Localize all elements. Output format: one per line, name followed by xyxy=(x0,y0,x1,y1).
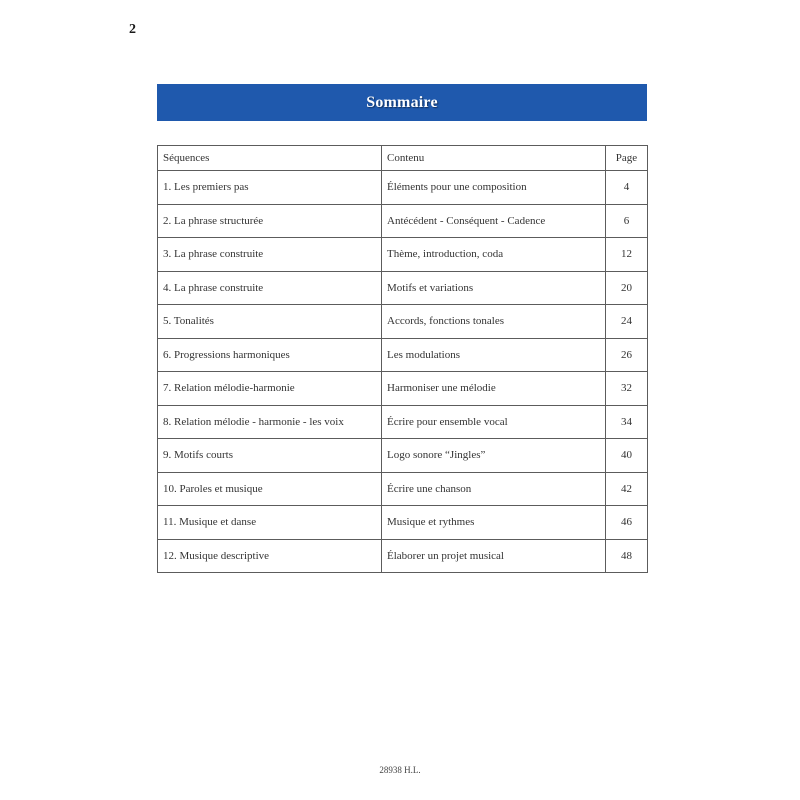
toc-row xyxy=(158,439,648,473)
toc-row xyxy=(158,171,648,205)
content-cell: Écrire une chanson xyxy=(382,472,606,506)
toc-row xyxy=(158,305,648,339)
footer-reference: 28938 H.L. xyxy=(379,765,421,775)
content-cell: Écrire pour ensemble vocal xyxy=(382,405,606,439)
page-cell: 34 xyxy=(606,405,648,439)
content-cell: Les modulations xyxy=(382,338,606,372)
toc-header-row xyxy=(158,146,648,171)
sequence-cell: 3. La phrase construite xyxy=(158,238,382,272)
content-cell: Antécédent - Conséquent - Cadence xyxy=(382,204,606,238)
content-cell: Motifs et variations xyxy=(382,271,606,305)
page-cell: 12 xyxy=(606,238,648,272)
content-cell: Musique et rythmes xyxy=(382,506,606,540)
page-cell: 42 xyxy=(606,472,648,506)
sequence-cell: 10. Paroles et musique xyxy=(158,472,382,506)
toc-row xyxy=(158,405,648,439)
page-cell: 26 xyxy=(606,338,648,372)
toc-row xyxy=(158,204,648,238)
content-cell: Accords, fonctions tonales xyxy=(382,305,606,339)
sequence-cell: 9. Motifs courts xyxy=(158,439,382,473)
toc-row xyxy=(158,372,648,406)
sequence-cell: 7. Relation mélodie-harmonie xyxy=(158,372,382,406)
toc-row xyxy=(158,338,648,372)
toc-row xyxy=(158,539,648,573)
toc-row xyxy=(158,472,648,506)
header-content: Contenu xyxy=(382,146,606,171)
table-of-contents xyxy=(157,145,648,573)
toc-row xyxy=(158,271,648,305)
header-page: Page xyxy=(606,146,648,171)
page-number: 2 xyxy=(129,22,136,37)
toc-body xyxy=(158,171,648,573)
toc-row xyxy=(158,238,648,272)
sequence-cell: 4. La phrase construite xyxy=(158,271,382,305)
page-cell: 46 xyxy=(606,506,648,540)
page-cell: 20 xyxy=(606,271,648,305)
sequence-cell: 12. Musique descriptive xyxy=(158,539,382,573)
page-cell: 48 xyxy=(606,539,648,573)
content-cell: Éléments pour une composition xyxy=(382,171,606,205)
banner-title: Sommaire xyxy=(366,93,438,111)
content-cell: Harmoniser une mélodie xyxy=(382,372,606,406)
toc-header xyxy=(158,146,648,171)
content-cell: Logo sonore “Jingles” xyxy=(382,439,606,473)
content-cell: Élaborer un projet musical xyxy=(382,539,606,573)
sequence-cell: 8. Relation mélodie - harmonie - les voix xyxy=(158,405,382,439)
sequence-cell: 11. Musique et danse xyxy=(158,506,382,540)
sequence-cell: 5. Tonalités xyxy=(158,305,382,339)
page-cell: 24 xyxy=(606,305,648,339)
page-cell: 4 xyxy=(606,171,648,205)
sequence-cell: 2. La phrase structurée xyxy=(158,204,382,238)
page-cell: 40 xyxy=(606,439,648,473)
header-sequence: Séquences xyxy=(158,146,382,171)
sequence-cell: 6. Progressions harmoniques xyxy=(158,338,382,372)
toc-row xyxy=(158,506,648,540)
sequence-cell: 1. Les premiers pas xyxy=(158,171,382,205)
content-cell: Thème, introduction, coda xyxy=(382,238,606,272)
sommaire-banner xyxy=(157,84,647,121)
page-cell: 32 xyxy=(606,372,648,406)
page-cell: 6 xyxy=(606,204,648,238)
